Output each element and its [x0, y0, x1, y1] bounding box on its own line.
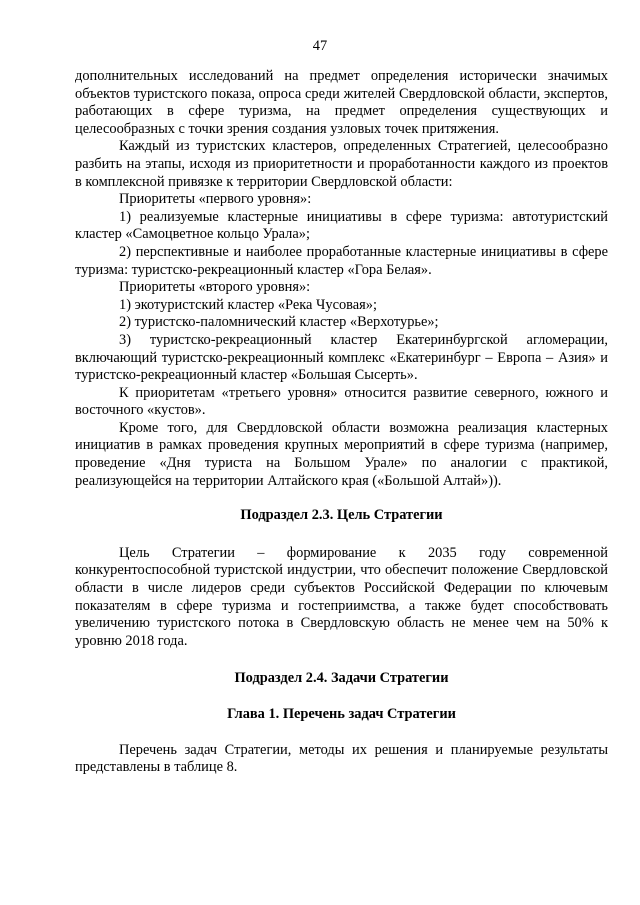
list-item: 1) экотуристский кластер «Река Чусовая»; — [119, 296, 377, 313]
page-number: 47 — [312, 38, 328, 54]
list-item: 2) перспективные и наиболее проработанные кластерные инициативы в сфере туризма: туристско-рекреационный кластер «Гора Белая». — [75, 243, 608, 278]
paragraph: Приоритеты «первого уровня»: — [119, 191, 312, 208]
page-content — [75, 68, 608, 777]
list-item: 3) туристско-рекреационный кластер Екатеринбургской агломерации, включающий туристско-рекреационный комплекс «Екатеринбург – Европа – Азия» и туристско-рекреационный кластер «Большая Сысерть». — [75, 331, 608, 384]
paragraph: Перечень задач Стратегии, методы их решения и планируемые результаты представлены в таблице 8. — [75, 741, 608, 776]
section-heading: Подраздел 2.3. Цель Стратегии — [240, 507, 443, 524]
paragraph: Цель Стратегии – формирование к 2035 году современной конкурентоспособной туристской индустрии, что обеспечит положение Свердловской области в числе лидеров среди субъектов Российской Федерации по ключевым показателям в сфере туризма и гостеприимства, а также будет способствовать увеличению туристского потока в Свердловскую область не менее чем на 50% к уровню 2018 года. — [75, 544, 608, 649]
section-heading: Подраздел 2.4. Задачи Стратегии — [234, 670, 449, 687]
paragraph: дополнительных исследований на предмет определения исторически значимых объектов туристского показа, опроса среди жителей Свердловской области, экспертов, работающих в сфере туризма, на предмет определения существующих и целесообразных с точки зрения создания узловых точек притяжения. — [75, 68, 608, 137]
paragraph: Кроме того, для Свердловской области возможна реализация кластерных инициатив в рамках проведения крупных мероприятий в сфере туризма (например, проведение «Дня туриста на Большом Урале» по аналогии с практикой, реализующейся на территории Алтайского края («Большой Алтай»)). — [75, 419, 608, 489]
chapter-heading: Глава 1. Перечень задач Стратегии — [227, 706, 456, 722]
list-item: 1) реализуемые кластерные инициативы в сфере туризма: автотуристский кластер «Самоцветное кольцо Урала»; — [75, 208, 608, 243]
list-item: 2) туристско-паломнический кластер «Верхотурье»; — [119, 314, 439, 331]
paragraph: Приоритеты «второго уровня»: — [119, 279, 311, 296]
paragraph: Каждый из туристских кластеров, определенных Стратегией, целесообразно разбить на этапы, исходя из приоритетности и проработанности каждого из проектов в комплексной привязке к территории Свердловской области: — [75, 138, 608, 190]
paragraph: К приоритетам «третьего уровня» относится развитие северного, южного и восточного «кустов». — [75, 384, 608, 419]
